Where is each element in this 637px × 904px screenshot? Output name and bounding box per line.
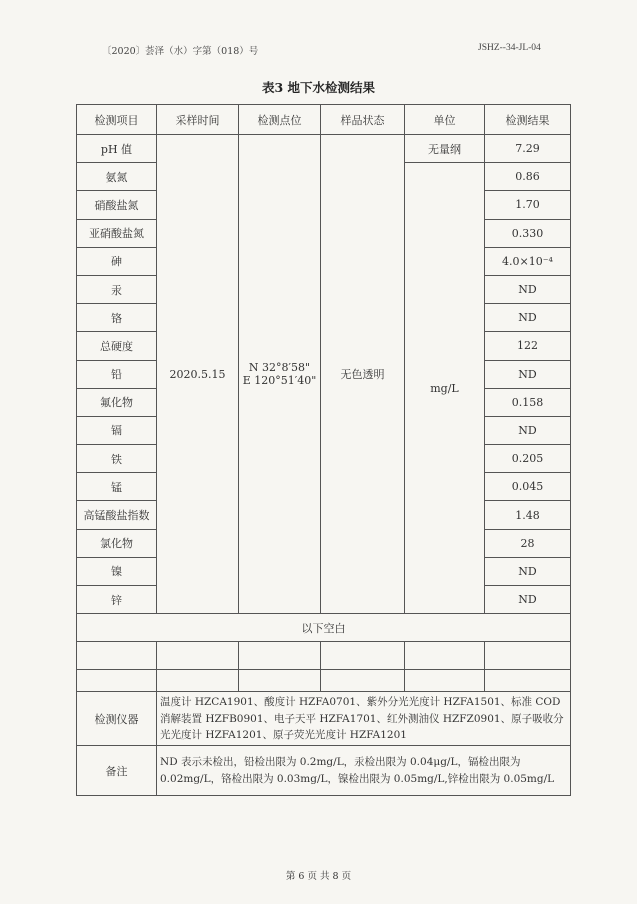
empty-cell: [239, 642, 321, 670]
empty-cell: [485, 642, 571, 670]
item-cell: pH 值: [77, 135, 157, 163]
table-header-row: [77, 105, 571, 135]
item-cell: 砷: [77, 247, 157, 275]
table-title: 表3 地下水检测结果: [261, 80, 376, 95]
empty-row: [77, 670, 571, 692]
empty-cell: [157, 670, 239, 692]
item-cell: 铬: [77, 304, 157, 332]
empty-cell: [321, 670, 405, 692]
sampling-time-cell: 2020.5.15: [157, 135, 239, 614]
column-header: 检测点位: [239, 105, 321, 135]
empty-cell: [77, 642, 157, 670]
item-cell: 高锰酸盐指数: [77, 501, 157, 529]
unit-ph-cell: 无量纲: [405, 135, 485, 163]
remarks-label: 备注: [77, 746, 157, 796]
document-number: 〔2020〕荟泽（水）字第（018）号: [102, 46, 259, 57]
result-cell: ND: [485, 304, 571, 332]
location-longitude: E 120°51′40": [242, 374, 317, 388]
blank-note: 以下空白: [77, 614, 571, 642]
result-cell: 122: [485, 332, 571, 360]
result-cell: 0.205: [485, 445, 571, 473]
column-header: 样品状态: [321, 105, 405, 135]
item-cell: 锰: [77, 473, 157, 501]
item-cell: 氯化物: [77, 529, 157, 557]
result-cell: ND: [485, 416, 571, 444]
item-cell: 镍: [77, 557, 157, 585]
result-cell: ND: [485, 275, 571, 303]
location-cell: [239, 135, 321, 614]
column-header: 检测结果: [485, 105, 571, 135]
instruments-row: [77, 692, 571, 746]
form-code: JSHZ--34-JL-04: [478, 43, 541, 53]
item-cell: 氨氮: [77, 163, 157, 191]
empty-cell: [485, 670, 571, 692]
item-cell: 总硬度: [77, 332, 157, 360]
result-cell: ND: [485, 586, 571, 614]
sample-state-cell: 无色透明: [321, 135, 405, 614]
result-cell: 1.48: [485, 501, 571, 529]
item-cell: 亚硝酸盐氮: [77, 219, 157, 247]
page-footer: 第 6 页 共 8 页: [285, 871, 352, 882]
empty-cell: [77, 670, 157, 692]
remarks-text: ND 表示未检出，铅检出限为 0.2mg/L，汞检出限为 0.04μg/L，镉检出限为 0.02mg/L，铬检出限为 0.03mg/L，镍检出限为 0.05mg/L,锌检出限为 0.05mg/L: [157, 746, 571, 796]
result-cell: 0.86: [485, 163, 571, 191]
result-cell: 0.158: [485, 388, 571, 416]
result-cell: 1.70: [485, 191, 571, 219]
item-cell: 锌: [77, 586, 157, 614]
item-cell: 氟化物: [77, 388, 157, 416]
blank-note-row: [77, 614, 571, 642]
empty-cell: [321, 642, 405, 670]
groundwater-results-table: [76, 104, 571, 796]
result-cell: 7.29: [485, 135, 571, 163]
column-header: 单位: [405, 105, 485, 135]
item-cell: 镉: [77, 416, 157, 444]
empty-cell: [239, 670, 321, 692]
empty-row: [77, 642, 571, 670]
column-header: 检测项目: [77, 105, 157, 135]
remarks-row: [77, 746, 571, 796]
column-header: 采样时间: [157, 105, 239, 135]
unit-mass-cell: mg/L: [405, 163, 485, 614]
result-cell: 28: [485, 529, 571, 557]
result-cell: ND: [485, 557, 571, 585]
result-cell: ND: [485, 360, 571, 388]
location-latitude: N 32°8′58": [248, 361, 311, 375]
empty-cell: [405, 642, 485, 670]
item-cell: 铅: [77, 360, 157, 388]
result-cell: 4.0×10⁻⁴: [485, 247, 571, 275]
empty-cell: [157, 642, 239, 670]
instruments-text: 温度计 HZCA1901、酸度计 HZFA0701、紫外分光光度计 HZFA1501、标准 COD 消解装置 HZFB0901、电子天平 HZFA1701、红外测油仪 HZFZ0901、原子吸收分光光度计 HZFA1201、原子荧光光度计 HZFA1201: [157, 692, 571, 746]
item-cell: 铁: [77, 445, 157, 473]
item-cell: 汞: [77, 275, 157, 303]
item-cell: 硝酸盐氮: [77, 191, 157, 219]
result-cell: 0.045: [485, 473, 571, 501]
empty-cell: [405, 670, 485, 692]
result-cell: 0.330: [485, 219, 571, 247]
instruments-label: 检测仪器: [77, 692, 157, 746]
table-row: [77, 135, 571, 163]
